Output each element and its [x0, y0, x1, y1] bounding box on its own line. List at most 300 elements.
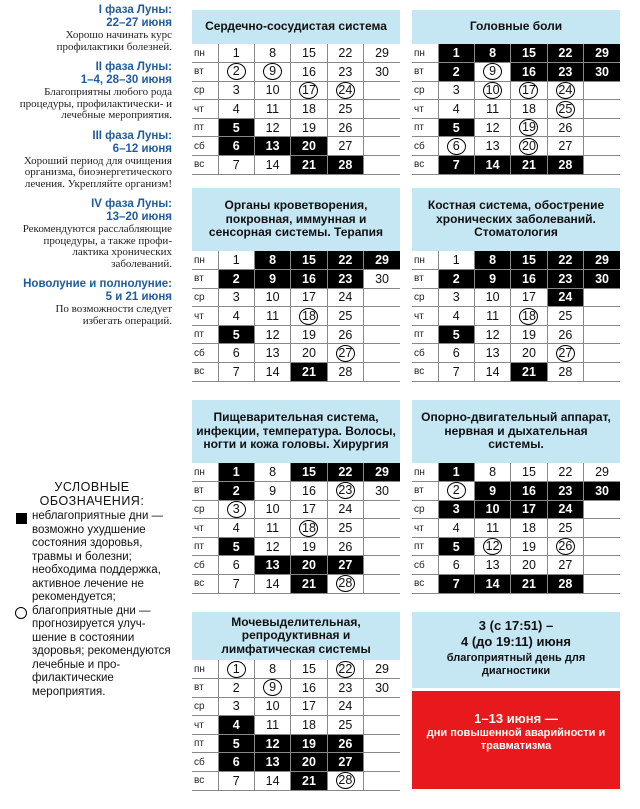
favorable-day	[474, 81, 510, 100]
empty-cell	[364, 288, 400, 307]
day-cell: 26	[327, 118, 363, 137]
unfavorable-day: 7	[438, 156, 474, 175]
calendar-row	[412, 575, 620, 594]
day-cell: 24	[327, 500, 363, 519]
panel-title: Пищеварительная система, инфекции, температура. Волосы, ногти и кожа головы. Хирургия	[192, 400, 400, 463]
day-cell: 15	[291, 660, 327, 679]
unfavorable-day: 30	[584, 482, 620, 501]
day-cell: 25	[327, 519, 363, 538]
calendar-row	[412, 307, 620, 326]
calendar-row	[412, 325, 620, 344]
unfavorable-day: 19	[291, 734, 327, 753]
unfavorable-day: 21	[291, 363, 327, 382]
phase-new-full-moon	[14, 278, 172, 327]
day-cell: 8	[474, 463, 510, 482]
day-cell: 6	[218, 556, 254, 575]
weekday-label: вс	[192, 575, 218, 594]
calendar-row	[192, 118, 400, 137]
empty-cell	[584, 81, 620, 100]
weekday-label: вт	[412, 270, 438, 289]
day-cell: 17	[511, 288, 547, 307]
calendar-row	[412, 344, 620, 363]
empty-cell	[584, 137, 620, 156]
calendar-row	[192, 697, 400, 716]
day-cell: 6	[438, 556, 474, 575]
calendar-row	[192, 660, 400, 679]
favorable-day	[327, 575, 363, 594]
day-circle: 28	[336, 575, 355, 592]
unfavorable-day: 12	[254, 734, 290, 753]
day-cell: 16	[291, 679, 327, 698]
calendar-row	[412, 463, 620, 482]
unfavorable-day: 5	[218, 325, 254, 344]
unfavorable-day: 4	[218, 716, 254, 735]
weekday-label: вт	[192, 679, 218, 698]
favorable-day	[254, 63, 290, 82]
phase-title: IV фаза Луны:	[91, 198, 172, 210]
legend-good-text: благоприятные дни — прогнозируется улучшение в состоянии здоровья; рекомендуются лечебные и профилактические мероприятия.	[32, 604, 171, 698]
unfavorable-day: 5	[438, 118, 474, 137]
legend-title: УСЛОВНЫЕ ОБОЗНАЧЕНИЯ:	[39, 480, 145, 508]
panel-title: Органы кроветворения, покровная, иммунная и сенсорная системы. Терапия	[192, 188, 400, 251]
phase-text: Хорошо начинать курс профилактики болезней.	[56, 29, 172, 53]
empty-cell	[584, 344, 620, 363]
empty-cell	[364, 772, 400, 791]
unfavorable-day: 29	[364, 463, 400, 482]
favorable-day	[547, 537, 583, 556]
favorable-day	[291, 307, 327, 326]
calendar-row	[412, 63, 620, 82]
weekday-label: ср	[192, 81, 218, 100]
empty-cell	[364, 100, 400, 119]
day-circle: 1	[227, 661, 246, 678]
unfavorable-day: 24	[547, 288, 583, 307]
calendar-row	[192, 772, 400, 791]
empty-cell	[584, 288, 620, 307]
day-cell: 24	[327, 288, 363, 307]
unfavorable-day: 21	[511, 156, 547, 175]
day-cell: 23	[327, 63, 363, 82]
calendar-panel	[192, 188, 400, 382]
unfavorable-day: 9	[474, 270, 510, 289]
weekday-label: вт	[192, 482, 218, 501]
day-cell: 3	[218, 697, 254, 716]
day-cell: 25	[327, 100, 363, 119]
unfavorable-day: 27	[327, 753, 363, 772]
calendar-row	[192, 363, 400, 382]
unfavorable-day: 5	[218, 118, 254, 137]
day-cell: 17	[291, 697, 327, 716]
unfavorable-day: 29	[364, 251, 400, 270]
weekday-label: пн	[412, 251, 438, 270]
day-cell: 30	[364, 482, 400, 501]
unfavorable-day: 29	[584, 44, 620, 63]
day-circle: 17	[519, 82, 538, 99]
unfavorable-day: 21	[511, 575, 547, 594]
day-cell: 10	[254, 288, 290, 307]
day-cell: 18	[291, 716, 327, 735]
day-circle: 10	[483, 82, 502, 99]
day-circle: 27	[336, 345, 355, 362]
day-cell: 20	[511, 556, 547, 575]
circle-icon	[15, 607, 27, 619]
calendar-row	[192, 734, 400, 753]
empty-cell	[364, 697, 400, 716]
day-circle: 24	[336, 82, 355, 99]
weekday-label: пт	[192, 118, 218, 137]
weekday-label: чт	[412, 307, 438, 326]
calendar-row	[192, 500, 400, 519]
unfavorable-day: 9	[474, 482, 510, 501]
calendar-table	[192, 660, 400, 791]
day-cell: 4	[218, 100, 254, 119]
unfavorable-day: 5	[218, 734, 254, 753]
unfavorable-day: 5	[218, 537, 254, 556]
calendar-row	[412, 482, 620, 501]
favorable-day	[218, 63, 254, 82]
day-cell: 4	[438, 100, 474, 119]
calendar-row	[192, 44, 400, 63]
favorable-day	[327, 482, 363, 501]
unfavorable-day: 13	[254, 753, 290, 772]
empty-cell	[364, 519, 400, 538]
panel-title: Сердечно-сосудистая система	[192, 10, 400, 44]
day-circle: 26	[556, 538, 575, 555]
unfavorable-day: 21	[511, 363, 547, 382]
day-cell: 11	[474, 100, 510, 119]
day-cell: 12	[254, 325, 290, 344]
unfavorable-day: 14	[474, 156, 510, 175]
day-cell: 22	[547, 463, 583, 482]
calendar-row	[412, 81, 620, 100]
day-cell: 14	[254, 156, 290, 175]
phase-text: Благоприятны любого рода процедуры, профилактически- и лечебные мероприятия.	[19, 86, 172, 121]
phase-text: По возможности следует избегать операций.	[55, 303, 172, 327]
weekday-label: вт	[192, 270, 218, 289]
day-cell: 15	[291, 44, 327, 63]
calendar-row	[192, 325, 400, 344]
day-cell: 11	[474, 307, 510, 326]
weekday-label: чт	[412, 100, 438, 119]
favorable-day	[218, 500, 254, 519]
calendar-row	[192, 556, 400, 575]
day-circle: 3	[227, 501, 246, 518]
day-cell: 7	[218, 575, 254, 594]
unfavorable-day: 16	[511, 270, 547, 289]
favorable-day	[547, 81, 583, 100]
weekday-label: чт	[192, 307, 218, 326]
empty-cell	[364, 734, 400, 753]
day-cell: 8	[254, 44, 290, 63]
weekday-label: сб	[412, 344, 438, 363]
calendar-row	[192, 344, 400, 363]
day-circle: 18	[299, 308, 318, 325]
calendar-row	[412, 288, 620, 307]
phase-text: Хороший период для очищения организма, биоэнергетического лечения. Укрепляйте организм!	[23, 154, 172, 190]
day-cell: 27	[547, 137, 583, 156]
day-cell: 14	[254, 363, 290, 382]
unfavorable-day: 23	[547, 63, 583, 82]
unfavorable-day: 2	[438, 63, 474, 82]
day-cell: 7	[218, 772, 254, 791]
unfavorable-day: 13	[254, 137, 290, 156]
unfavorable-day: 20	[291, 753, 327, 772]
favorable-day	[254, 679, 290, 698]
calendar-table	[412, 251, 620, 382]
phase-dates: 13–20 июня	[106, 211, 172, 223]
day-cell: 20	[511, 344, 547, 363]
unfavorable-day: 17	[511, 500, 547, 519]
day-cell: 29	[584, 463, 620, 482]
empty-cell	[364, 363, 400, 382]
empty-cell	[584, 537, 620, 556]
legend	[12, 480, 172, 699]
day-circle: 23	[336, 482, 355, 499]
weekday-label: сб	[192, 556, 218, 575]
favorable-day	[327, 772, 363, 791]
weekday-label: вт	[412, 63, 438, 82]
empty-cell	[584, 307, 620, 326]
day-cell: 12	[474, 118, 510, 137]
day-cell: 30	[364, 270, 400, 289]
phase-title: III фаза Луны:	[92, 129, 172, 142]
day-cell: 13	[474, 344, 510, 363]
weekday-label: пн	[192, 660, 218, 679]
calendar-table	[192, 251, 400, 382]
weekday-label: пт	[192, 537, 218, 556]
weekday-label: ср	[192, 697, 218, 716]
day-circle: 2	[227, 63, 246, 80]
empty-cell	[584, 500, 620, 519]
unfavorable-day: 8	[474, 44, 510, 63]
diagnostics-text: благоприятный день для диагностики	[446, 652, 586, 677]
calendar-row	[412, 519, 620, 538]
empty-cell	[364, 500, 400, 519]
day-cell: 28	[327, 363, 363, 382]
calendar-panel	[192, 612, 400, 791]
day-cell: 23	[327, 679, 363, 698]
empty-cell	[584, 363, 620, 382]
unfavorable-day: 15	[511, 44, 547, 63]
day-cell: 10	[254, 697, 290, 716]
day-cell: 26	[327, 325, 363, 344]
favorable-day	[547, 344, 583, 363]
calendar-row	[412, 137, 620, 156]
day-cell: 30	[364, 679, 400, 698]
unfavorable-day: 28	[547, 156, 583, 175]
day-cell: 26	[547, 118, 583, 137]
calendar-table	[412, 463, 620, 594]
weekday-label: чт	[412, 519, 438, 538]
diagnostics-date-2: 4 (до 19:11) июня	[461, 634, 571, 649]
phase-title: II фаза Луны:	[95, 61, 172, 73]
weekday-label: сб	[412, 137, 438, 156]
day-cell: 25	[327, 716, 363, 735]
day-circle: 9	[263, 63, 282, 80]
unfavorable-day: 8	[474, 251, 510, 270]
unfavorable-day: 2	[218, 270, 254, 289]
day-cell: 4	[218, 307, 254, 326]
day-cell: 28	[547, 363, 583, 382]
unfavorable-day: 28	[327, 156, 363, 175]
weekday-label: пт	[412, 325, 438, 344]
calendar-row	[192, 463, 400, 482]
day-cell: 19	[511, 537, 547, 556]
weekday-label: пн	[412, 463, 438, 482]
calendar-row	[192, 100, 400, 119]
unfavorable-day: 14	[474, 575, 510, 594]
day-cell: 11	[254, 307, 290, 326]
day-cell: 19	[291, 325, 327, 344]
unfavorable-day: 1	[438, 463, 474, 482]
empty-cell	[364, 575, 400, 594]
calendar-table	[192, 44, 400, 175]
phase-2	[14, 61, 172, 122]
calendar-row	[412, 251, 620, 270]
unfavorable-day: 30	[584, 63, 620, 82]
favorable-day	[327, 660, 363, 679]
unfavorable-day: 10	[474, 500, 510, 519]
weekday-label: пт	[192, 734, 218, 753]
calendar-row	[192, 63, 400, 82]
calendar-row	[192, 482, 400, 501]
unfavorable-day: 9	[254, 270, 290, 289]
empty-cell	[364, 344, 400, 363]
calendar-row	[192, 251, 400, 270]
day-cell: 13	[474, 556, 510, 575]
favorable-day	[327, 81, 363, 100]
day-cell: 4	[438, 519, 474, 538]
day-cell: 11	[254, 519, 290, 538]
day-circle: 28	[336, 772, 355, 789]
unfavorable-day: 22	[327, 463, 363, 482]
day-cell: 29	[364, 44, 400, 63]
weekday-label: сб	[192, 137, 218, 156]
day-cell: 2	[218, 679, 254, 698]
unfavorable-day: 23	[327, 270, 363, 289]
calendar-row	[192, 537, 400, 556]
empty-cell	[364, 556, 400, 575]
warning-dates: 1–13 июня —	[474, 711, 558, 726]
calendar-row	[192, 753, 400, 772]
warning-box	[412, 691, 620, 789]
empty-cell	[584, 556, 620, 575]
unfavorable-day: 23	[547, 482, 583, 501]
day-circle: 9	[263, 679, 282, 696]
day-cell: 4	[218, 519, 254, 538]
day-cell: 8	[254, 463, 290, 482]
unfavorable-day: 21	[291, 772, 327, 791]
unfavorable-day: 20	[291, 556, 327, 575]
weekday-label: чт	[192, 519, 218, 538]
panel-title: Головные боли	[412, 10, 620, 44]
panel-title: Мочевыделительная, репродуктивная и лимфатическая системы	[192, 612, 400, 660]
weekday-label: вс	[412, 156, 438, 175]
calendar-row	[192, 81, 400, 100]
weekday-label: ср	[412, 288, 438, 307]
day-cell: 7	[218, 363, 254, 382]
day-cell: 12	[254, 537, 290, 556]
unfavorable-day: 22	[327, 251, 363, 270]
weekday-label: вс	[412, 363, 438, 382]
day-cell: 10	[254, 500, 290, 519]
phase-1	[14, 4, 172, 53]
calendar-table	[412, 44, 620, 175]
weekday-label: вт	[412, 482, 438, 501]
black-square-icon	[16, 513, 27, 524]
unfavorable-day: 15	[511, 251, 547, 270]
day-cell: 18	[291, 100, 327, 119]
weekday-label: вс	[192, 772, 218, 791]
day-cell: 14	[254, 772, 290, 791]
unfavorable-day: 5	[438, 325, 474, 344]
day-circle: 18	[519, 308, 538, 325]
unfavorable-day: 1	[218, 463, 254, 482]
day-cell: 6	[218, 344, 254, 363]
calendar-row	[412, 556, 620, 575]
empty-cell	[364, 118, 400, 137]
day-cell: 3	[218, 288, 254, 307]
empty-cell	[364, 156, 400, 175]
day-circle: 9	[483, 63, 502, 80]
weekday-label: вс	[192, 363, 218, 382]
unfavorable-day: 1	[438, 44, 474, 63]
calendar-row	[412, 363, 620, 382]
weekday-label: чт	[192, 716, 218, 735]
unfavorable-day: 16	[511, 63, 547, 82]
weekday-label: сб	[412, 556, 438, 575]
calendar-table	[192, 463, 400, 594]
phase-dates: 6–12 июня	[112, 142, 172, 155]
favorable-day	[327, 344, 363, 363]
weekday-label: пт	[412, 118, 438, 137]
weekday-label: сб	[192, 344, 218, 363]
day-cell: 11	[474, 519, 510, 538]
calendar-row	[412, 100, 620, 119]
favorable-day	[438, 137, 474, 156]
calendar-panel	[192, 400, 400, 594]
calendar-row	[192, 519, 400, 538]
unfavorable-day: 15	[291, 463, 327, 482]
unfavorable-day: 6	[218, 753, 254, 772]
panel-title: Костная система, обострение хронических заболеваний. Стоматология	[412, 188, 620, 251]
unfavorable-day: 22	[547, 251, 583, 270]
weekday-label: пт	[192, 325, 218, 344]
moon-phases-column	[14, 4, 172, 335]
day-cell: 11	[254, 716, 290, 735]
weekday-label: вс	[192, 156, 218, 175]
calendar-panel	[412, 10, 620, 175]
calendar-row	[192, 307, 400, 326]
unfavorable-day: 16	[511, 482, 547, 501]
day-cell: 7	[218, 156, 254, 175]
empty-cell	[364, 137, 400, 156]
day-cell: 13	[474, 137, 510, 156]
unfavorable-day: 30	[584, 270, 620, 289]
calendar-row	[192, 270, 400, 289]
day-cell: 18	[511, 519, 547, 538]
day-circle: 25	[556, 101, 575, 118]
phase-dates: 1–4, 28–30 июня	[80, 74, 172, 86]
empty-cell	[584, 519, 620, 538]
phase-title: Новолуние и полнолуние:	[23, 278, 172, 290]
unfavorable-day: 5	[438, 537, 474, 556]
empty-cell	[364, 81, 400, 100]
day-cell: 8	[254, 660, 290, 679]
weekday-label: ср	[192, 500, 218, 519]
day-cell: 1	[438, 251, 474, 270]
day-cell: 16	[291, 63, 327, 82]
